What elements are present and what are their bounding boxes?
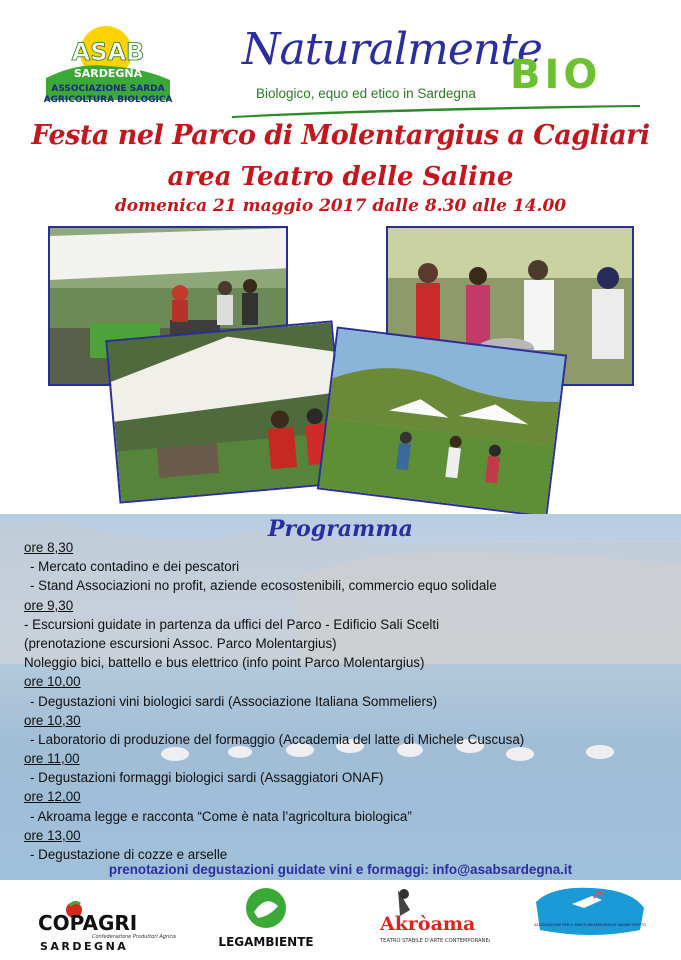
asab-line4: AGRICOLTURA BIOLOGICA — [43, 95, 173, 105]
parco-name: ASSOCIAZIONE PER IL PARCO MOLENTARGIUS SALINE POETTO — [534, 923, 646, 927]
time-label: ore 10,30 — [24, 712, 81, 728]
program-line — [24, 749, 674, 768]
program-line — [24, 596, 674, 615]
naturalmente-subtitle: Biologico, equo ed etico in Sardegna — [256, 86, 476, 101]
time-label: ore 10,00 — [24, 674, 81, 690]
time-label: ore 12,00 — [24, 789, 81, 805]
asab-line3: ASSOCIAZIONE SARDA — [51, 84, 165, 94]
time-label: ore 8,30 — [24, 540, 74, 555]
booking-contact: prenotazioni degustazioni guidate vini e formaggi: info@asabsardegna.it — [108, 862, 573, 877]
legambiente-logo — [208, 886, 324, 952]
asab-region: SARDEGNA — [73, 67, 143, 80]
program-line — [24, 538, 674, 557]
akroama-tag: TEATRO STABILE D'ARTE CONTEMPORANEA — [380, 938, 490, 944]
sponsor-footer — [0, 880, 681, 960]
program-line: (prenotazione escursioni Assoc. Parco Molentargius) — [24, 635, 337, 651]
time-label: ore 13,00 — [24, 827, 81, 843]
program-line: - Stand Associazioni no profit, aziende ecosostenibili, commercio equo solidale — [30, 578, 497, 594]
photo-tent-stands — [105, 320, 346, 503]
program-line: - Degustazioni vini biologici sardi (Associazione Italiana Sommeliers) — [30, 693, 438, 709]
program-list — [24, 538, 674, 864]
asab-logo — [38, 22, 178, 112]
program-line — [24, 826, 674, 845]
copagri-region: SARDEGNA — [40, 940, 129, 952]
program-line — [24, 672, 674, 691]
photo-park-crowd — [317, 326, 567, 517]
event-location: area Teatro delle Saline — [167, 162, 514, 192]
akroama-logo — [378, 886, 490, 952]
bio-text: BIO — [510, 52, 602, 98]
program-line — [24, 711, 674, 730]
naturalmente-bio-logo — [232, 24, 652, 119]
copagri-name: COPAGRI — [38, 911, 138, 935]
program-line: - Laboratorio di produzione del formaggio (Accademia del latte di Michele Cuscusa) — [30, 731, 525, 747]
program-line: - Degustazione di cozze e arselle — [30, 847, 228, 862]
parco-molentargius-logo — [532, 882, 648, 942]
asab-text: ASAB — [71, 38, 145, 66]
copagri-tag: Confederazione Produttori Agricoli — [92, 934, 176, 940]
naturalmente-title: Naturalmente — [242, 24, 542, 75]
program-line: - Escursioni guidate in partenza da uffici del Parco - Edificio Sali Scelti — [24, 616, 440, 632]
time-label: ore 9,30 — [24, 597, 74, 613]
program-line: - Akroama legge e racconta “Come è nata l’agricoltura biologica” — [30, 808, 412, 824]
program-line: Noleggio bici, battello e bus elettrico (info point Parco Molentargius) — [24, 655, 425, 671]
akroama-name: Akròama — [380, 913, 476, 935]
program-line — [24, 787, 674, 806]
program-line: - Mercato contadino e dei pescatori — [30, 559, 240, 575]
legambiente-name: LEGAMBIENTE — [218, 935, 314, 949]
event-title: Festa nel Parco di Molentargius a Cagliari — [31, 120, 650, 151]
swoosh-decoration — [232, 94, 652, 119]
time-label: ore 11,00 — [24, 751, 80, 767]
program-line: - Degustazioni formaggi biologici sardi (Assaggiatori ONAF) — [30, 770, 384, 786]
copagri-logo — [36, 896, 176, 952]
event-date: domenica 21 maggio 2017 dalle 8.30 alle 14.00 — [114, 196, 567, 216]
program-title: Programma — [268, 516, 413, 542]
